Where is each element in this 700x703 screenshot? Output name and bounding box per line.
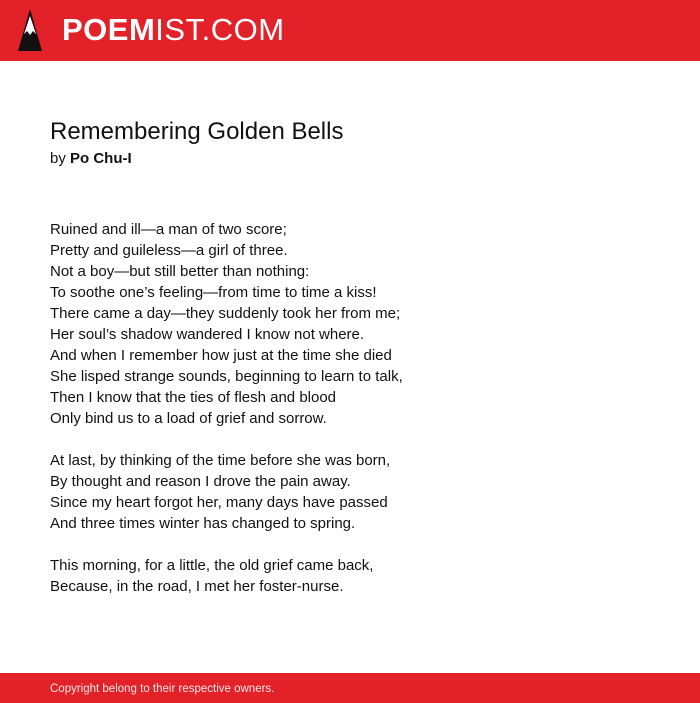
poem-line: She lisped strange sounds, beginning to learn to talk, <box>50 368 403 385</box>
logo-bold-text: POEM <box>62 12 156 47</box>
poem-line: Then I know that the ties of flesh and blood <box>50 389 337 406</box>
poem-body <box>50 219 670 618</box>
logo-rest-text: IST.COM <box>155 12 285 47</box>
poem-stanza <box>50 219 670 429</box>
pencil-icon[interactable] <box>18 9 42 51</box>
poem-stanza <box>50 450 670 534</box>
poem-line: At last, by thinking of the time before she was born, <box>50 452 391 469</box>
poem-line: Since my heart forgot her, many days have passed <box>50 494 388 511</box>
poem-line: And when I remember how just at the time she died <box>50 347 392 364</box>
poem-line: By thought and reason I drove the pain away. <box>50 473 351 490</box>
site-logo[interactable] <box>62 12 285 48</box>
copyright-notice: Copyright belong to their respective owners. <box>50 683 275 695</box>
poem-author: Po Chu-I <box>70 150 132 167</box>
poem-line: Only bind us to a load of grief and sorrow. <box>50 410 327 427</box>
poem-line: Because, in the road, I met her foster-nurse. <box>50 578 344 595</box>
by-label: by <box>50 150 66 167</box>
site-footer <box>0 673 700 703</box>
poem-line: Ruined and ill—a man of two score; <box>50 221 287 238</box>
poem-line: Not a boy—but still better than nothing: <box>50 263 310 280</box>
poem-title: Remembering Golden Bells <box>50 118 344 145</box>
poem-line: There came a day—they suddenly took her from me; <box>50 305 401 322</box>
poem-stanza <box>50 555 670 597</box>
poem-line: Pretty and guileless—a girl of three. <box>50 242 288 259</box>
poem-line: And three times winter has changed to spring. <box>50 515 356 532</box>
poem-line: This morning, for a little, the old grief came back, <box>50 557 374 574</box>
poem-byline <box>50 149 132 169</box>
poem-line: Her soul’s shadow wandered I know not where. <box>50 326 365 343</box>
site-header <box>0 0 700 61</box>
poem-line: To soothe one’s feeling—from time to time a kiss! <box>50 284 377 301</box>
